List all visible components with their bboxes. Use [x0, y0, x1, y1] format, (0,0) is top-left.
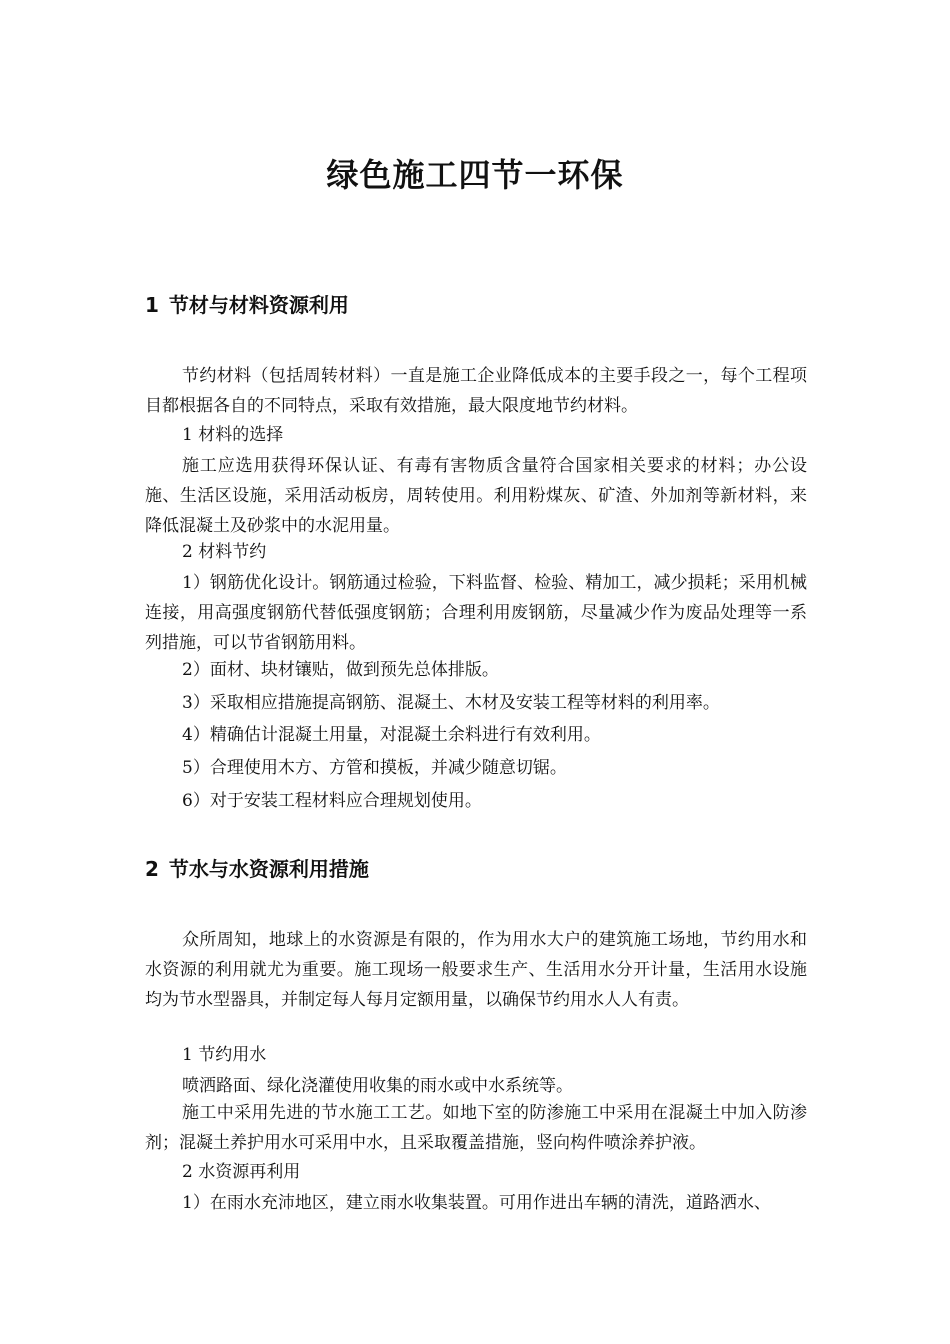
section-1-item-3: 3）采取相应措施提高钢筋、混凝土、木材及安装工程等材料的利用率。	[182, 693, 720, 713]
section-1-intro: 节约材料（包括周转材料）一直是施工企业降低成本的主要手段之一，每个工程项目都根据各自的不同特点，采取有效措施，最大限度地节约材料。	[145, 366, 807, 416]
section-1-item-5: 5）合理使用木方、方管和摸板，并减少随意切锯。	[182, 758, 567, 778]
section-1-heading	[145, 289, 349, 318]
section-2-sub1-text-2: 施工中采用先进的节水施工工艺。如地下室的防渗施工中采用在混凝土中加入防渗剂；混凝土养护用水可采用中水，且采取覆盖措施，竖向构件喷涂养护液。	[145, 1103, 807, 1153]
section-1-item-4: 4）精确估计混凝土用量，对混凝土余料进行有效利用。	[182, 725, 601, 745]
section-1-sub1-text: 施工应选用获得环保认证、有毒有害物质含量符合国家相关要求的材料；办公设施、生活区设施，采用活动板房，周转使用。利用粉煤灰、矿渣、外加剂等新材料，来降低混凝土及砂浆中的水泥用量。	[145, 456, 807, 536]
section-1-number: 1	[145, 293, 159, 317]
section-1-sub1-heading: 1 材料的选择	[182, 425, 284, 445]
section-1-item-2: 2）面材、块材镶贴，做到预先总体排版。	[182, 660, 499, 680]
section-1-item-1: 1）钢筋优化设计。钢筋通过检验，下料监督、检验、精加工，减少损耗；采用机械连接，用高强度钢筋代替低强度钢筋；合理利用废钢筋，尽量减少作为废品处理等一系列措施，可以节省钢筋用料。	[145, 573, 807, 653]
section-1-item-6: 6）对于安装工程材料应合理规划使用。	[182, 791, 482, 811]
section-2-intro: 众所周知，地球上的水资源是有限的，作为用水大户的建筑施工场地，节约用水和水资源的利用就尤为重要。施工现场一般要求生产、生活用水分开计量，生活用水设施均为节水型器具，并制定每人每月定额用量，以确保节约用水人人有责。	[145, 930, 807, 1010]
section-2-sub1-heading: 1 节约用水	[182, 1045, 267, 1065]
section-2-title: 节水与水资源利用措施	[168, 857, 369, 881]
section-2-sub1-text-1: 喷洒路面、绿化浇灌使用收集的雨水或中水系统等。	[182, 1076, 573, 1096]
section-2-heading	[145, 853, 369, 882]
section-2-item-1: 1）在雨水充沛地区，建立雨水收集装置。可用作进出车辆的清洗，道路洒水、	[182, 1193, 771, 1213]
section-2-number: 2	[145, 857, 159, 881]
section-1-sub2-heading: 2 材料节约	[182, 542, 267, 562]
document-title: 绿色施工四节一环保	[326, 156, 624, 194]
section-1-title: 节材与材料资源利用	[168, 293, 349, 317]
section-2-sub2-heading: 2 水资源再利用	[182, 1162, 301, 1182]
